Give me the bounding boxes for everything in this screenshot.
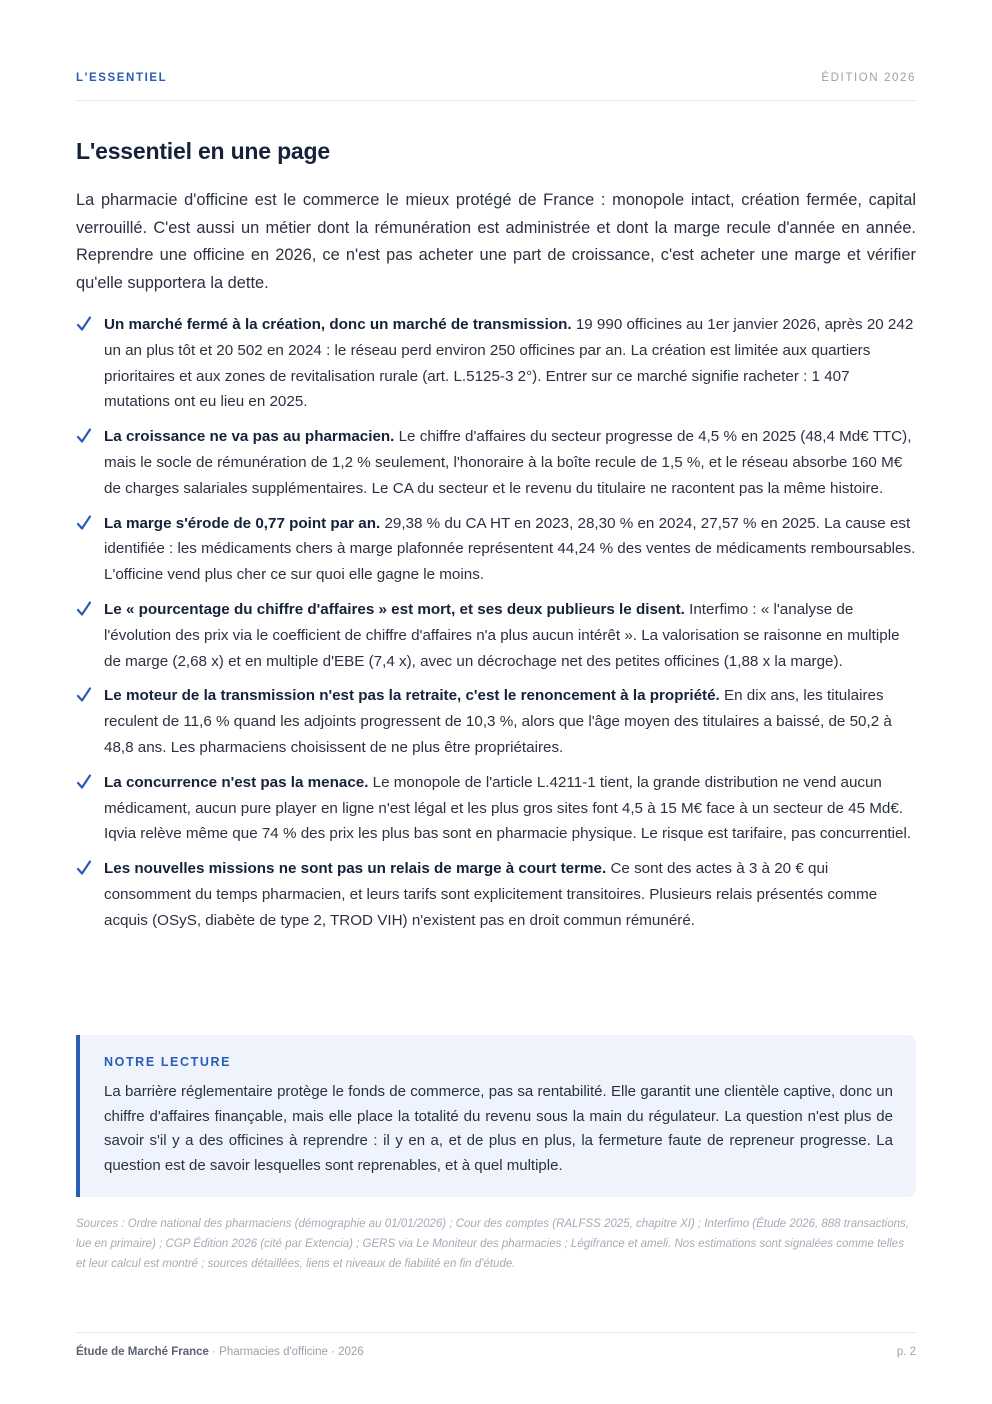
key-point-lead: Le moteur de la transmission n'est pas la retraite, c'est le renoncement à la propriété. bbox=[104, 687, 720, 705]
page-title: L'essentiel en une page bbox=[76, 138, 330, 164]
check-icon bbox=[76, 315, 92, 333]
callout-heading: NOTRE LECTURE bbox=[104, 1055, 232, 1069]
key-point-text: En dix ans, les titulaires reculent de 11,6 % quand les adjoints progressent de 10,3 %, alors que l'âge moyen des titulaires a baissé, de 50,2 à 48,8 ans. Les pharmaciens choisissent de ne plus être propriétaires. bbox=[104, 687, 892, 756]
key-point bbox=[76, 511, 916, 588]
check-icon bbox=[76, 859, 92, 877]
key-point bbox=[76, 856, 916, 933]
check-icon bbox=[76, 600, 92, 618]
key-point-text: Le monopole de l'article L.4211-1 tient, la grande distribution ne vend aucun médicament, aucun pure player en ligne n'est légal et les plus gros sites font 4,5 à 15 M€ face à un secteur de 45 Md€. Iqvia relève même que 74 % des prix les plus bas sont en pharmacie physique. Le risque est tarifaire, pas concurrentiel. bbox=[104, 773, 912, 843]
key-point-lead: Le « pourcentage du chiffre d'affaires » est mort, et ses deux publieurs le disent. bbox=[104, 600, 685, 618]
check-icon bbox=[76, 686, 92, 704]
sources-note: Sources : Ordre national des pharmaciens (démographie au 01/01/2026) ; Cour des comptes (RALFSS 2025, chapitre XI) ; Interfimo (Étude 2026, 888 transactions, lue en primaire) ; CGP Édition 2026 (cité par Extencia) ; GERS via Le Moniteur des pharmacies ; Légifrance et ameli. Nos estimations sont signalées comme telles et leur calcul est montré ; sources détaillées, liens et niveaux de fiabilité en fin d'étude. bbox=[76, 1218, 909, 1270]
key-point-text: 19 990 officines au 1er janvier 2026, après 20 242 un an plus tôt et 20 502 en 2024 : le réseau perd environ 250 officines par an. La création est limitée aux quartiers prioritaires et aux zones de revitalisation rurale (art. L.5125-3 2°). Entrer sur ce marché signifie racheter : 1 407 mutations ont eu lieu en 2025. bbox=[104, 316, 914, 411]
key-point bbox=[76, 597, 916, 674]
footer-subtitle: · Pharmacies d'officine · 2026 bbox=[208, 1346, 364, 1358]
callout-accent-bar bbox=[76, 1035, 80, 1197]
check-icon bbox=[76, 427, 92, 445]
key-points-list bbox=[76, 312, 916, 943]
check-icon bbox=[76, 514, 92, 532]
intro-paragraph: La pharmacie d'officine est le commerce le mieux protégé de France : monopole intact, création fermée, capital verrouillé. C'est aussi un métier dont la rémunération est administrée et dont la marge recule d'année en année. Reprendre une officine en 2026, ce n'est pas acheter une part de croissance, c'est acheter une marge et vérifier qu'elle supportera la dette. bbox=[76, 191, 916, 292]
key-point-lead: La concurrence n'est pas la menace. bbox=[104, 773, 369, 791]
footer-title bbox=[76, 1346, 364, 1358]
key-point-text: Le chiffre d'affaires du secteur progresse de 4,5 % en 2025 (48,4 Md€ TTC), mais le socle de rémunération de 1,2 % seulement, l'honoraire à la boîte recule de 1,5 %, et le réseau absorbe 160 M€ de charges salariales supplémentaires. Le CA du secteur et le revenu du titulaire ne racontent pas la même histoire. bbox=[104, 428, 912, 497]
running-header bbox=[76, 70, 916, 88]
check-icon bbox=[76, 773, 92, 791]
reading-callout bbox=[76, 1035, 916, 1197]
page bbox=[76, 0, 916, 1404]
callout-text: La barrière réglementaire protège le fonds de commerce, pas sa rentabilité. Elle garantit une clientèle captive, donc un chiffre d'affaires finançable, mais elle place la totalité du revenu sous la main du régulateur. La question n'est plus de savoir s'il y a des officines à reprendre : il y en a, et de plus en plus, la fermeture faute de repreneur progresse. La question est de savoir lesquelles sont reprenables, et à quel multiple. bbox=[104, 1083, 893, 1174]
key-point-text: 29,38 % du CA HT en 2023, 28,30 % en 2024, 27,57 % en 2025. La cause est identifiée : les médicaments chers à marge plafonnée représentent 44,24 % des ventes de médicaments remboursables. L'officine vend plus cher ce sur quoi elle gagne le moins. bbox=[104, 514, 916, 584]
footer-divider bbox=[76, 1332, 916, 1333]
key-point bbox=[76, 770, 916, 847]
page-footer bbox=[76, 1346, 916, 1358]
key-point bbox=[76, 683, 916, 760]
page-number: p. 2 bbox=[896, 1346, 916, 1358]
footer-brand: Étude de Marché France bbox=[76, 1346, 209, 1358]
key-point-text: Ce sont des actes à 3 à 20 € qui consomment du temps pharmacien, et leurs tarifs sont explicitement transitoires. Plusieurs relais présentés comme acquis (OSyS, diabète de type 2, TROD VIH) n'existent pas en droit commun rémunéré. bbox=[104, 860, 878, 929]
edition-label: ÉDITION 2026 bbox=[821, 72, 916, 84]
header-divider bbox=[76, 100, 916, 101]
section-label: L'ESSENTIEL bbox=[76, 72, 168, 84]
key-point-lead: Un marché fermé à la création, donc un marché de transmission. bbox=[104, 316, 572, 333]
key-point-lead: La croissance ne va pas au pharmacien. bbox=[104, 428, 395, 446]
key-point-lead: La marge s'érode de 0,77 point par an. bbox=[104, 514, 381, 532]
key-point bbox=[76, 424, 916, 501]
key-point-lead: Les nouvelles missions ne sont pas un relais de marge à court terme. bbox=[104, 860, 607, 878]
key-point-text: Interfimo : « l'analyse de l'évolution des prix via le coefficient de chiffre d'affaires n'a plus aucun intérêt ». La valorisation se raisonne en multiple de marge (2,68 x) et en multiple d'EBE (7,4 x), avec un décrochage net des petites officines (1,88 x la marge). bbox=[104, 600, 900, 670]
key-point bbox=[76, 312, 916, 415]
